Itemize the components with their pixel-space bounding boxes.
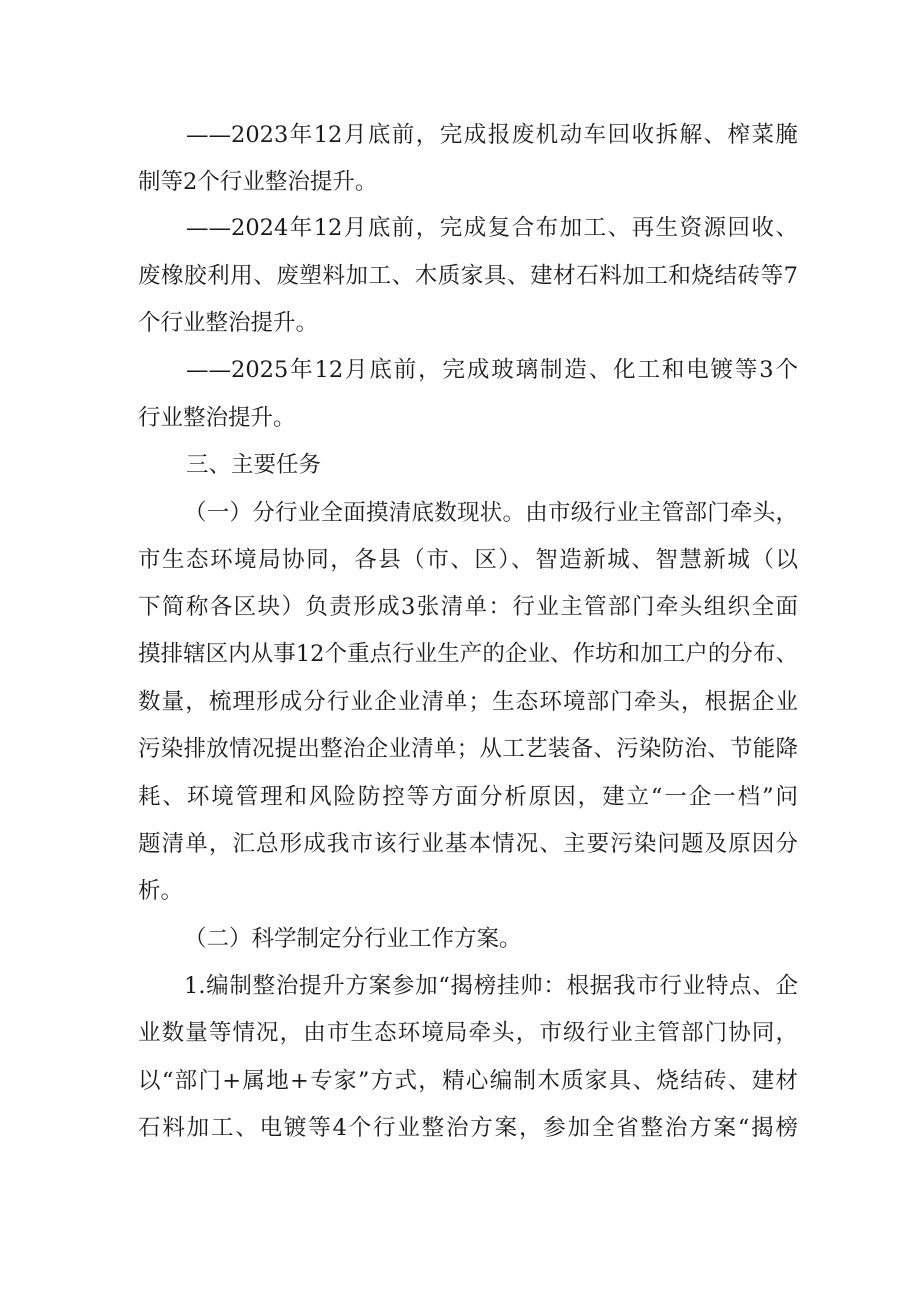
paragraph-line: ——2024年12月底前，完成复合布加工、再生资源回收、 [186,215,798,241]
paragraph-line: 析。 [138,878,184,904]
subsection-heading: （二）科学制定分行业工作方案。 [184,926,522,952]
paragraph-line: （一）分行业全面摸清底数现状。由市级行业主管部门牵头， [184,500,798,526]
paragraph-line: 制等2个行业整治提升。 [138,169,378,195]
paragraph-line: 下简称各区块）负责形成3张清单：行业主管部门牵头组织全面 [138,594,798,620]
paragraph-line: 污染排放情况提出整治企业清单；从工艺装备、污染防治、节能降 [138,736,798,762]
paragraph-line: 耗、环境管理和风险防控等方面分析原因，建立“一企一档”问 [138,784,798,810]
paragraph-line: ——2025年12月底前，完成玻璃制造、化工和电镀等3个 [186,357,798,383]
paragraph-line: ——2023年12月底前，完成报废机动车回收拆解、榨菜腌 [186,122,798,148]
paragraph-line: 摸排辖区内从事12个重点行业生产的企业、作坊和加工户的分布、 [138,641,798,667]
paragraph-line: 题清单，汇总形成我市该行业基本情况、主要污染问题及原因分 [138,831,798,857]
paragraph-line: 行业整治提升。 [138,405,296,431]
paragraph-line: 数量，梳理形成分行业企业清单；生态环境部门牵头，根据企业 [138,689,798,715]
paragraph-line: 市生态环境局协同，各县（市、区）、智造新城、智慧新城（以 [138,547,798,573]
paragraph-line: 石料加工、电镀等4个行业整治方案，参加全省整治方案“揭榜 [138,1115,798,1141]
section-heading: 三、主要任务 [186,452,322,478]
paragraph-line: 废橡胶利用、废塑料加工、木质家具、建材石料加工和烧结砖等7 [138,263,798,289]
paragraph-line: 1.编制整治提升方案参加“揭榜挂帅：根据我市行业特点、企 [184,973,798,999]
paragraph-line: 个行业整治提升。 [138,310,319,336]
paragraph-line: 以“部门+属地+专家”方式，精心编制木质家具、烧结砖、建材 [138,1068,798,1094]
paragraph-line: 业数量等情况，由市生态环境局牵头，市级行业主管部门协同， [138,1020,798,1046]
